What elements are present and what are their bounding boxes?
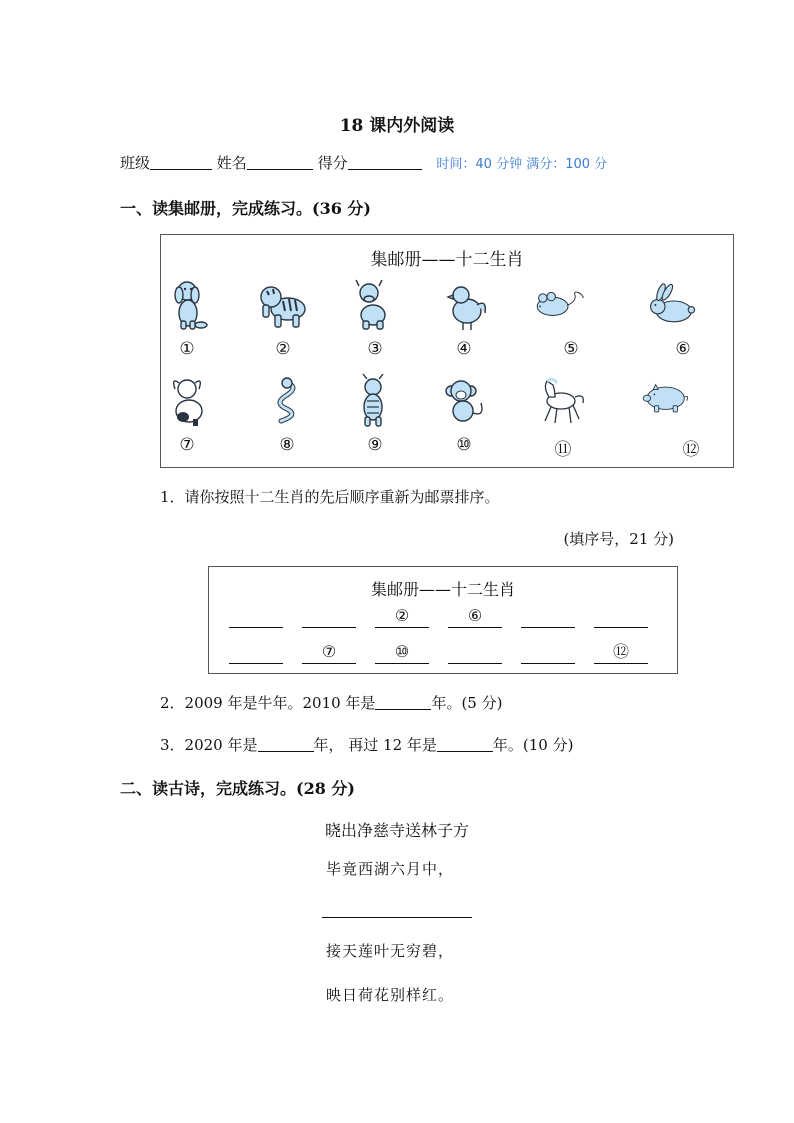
name-label: 姓名 — [216, 154, 247, 172]
question-3 — [160, 734, 573, 755]
stamp-10-monkey-icon — [437, 373, 493, 429]
stamp-11-horse-icon — [531, 373, 587, 429]
answer-slot[interactable] — [448, 641, 502, 664]
answer-box-title: 集邮册——十二生肖 — [370, 580, 515, 599]
question-2-text: 2．2009 年是牛年。2010 年是 — [160, 694, 376, 712]
stamp-number: ③ — [367, 339, 383, 359]
question-3-tail: 年。(10 分) — [492, 736, 574, 754]
answer-slot[interactable]: ② — [375, 605, 429, 628]
page-title: 18 课内外阅读 — [339, 116, 455, 136]
stamp-number: ⑪ — [554, 440, 572, 460]
stamp-number: ⑫ — [682, 440, 700, 460]
stamp-number: ⑩ — [456, 435, 472, 455]
section1-heading: 一、读集邮册，完成练习。(36 分) — [120, 199, 371, 218]
answer-slot[interactable] — [521, 605, 575, 628]
answer-slot[interactable]: ⑫ — [594, 641, 648, 664]
stamp-8-snake-icon — [257, 373, 313, 429]
answer-slot[interactable]: ⑦ — [302, 641, 356, 664]
poem-line-2-blank[interactable] — [322, 916, 472, 918]
answer-slot[interactable]: ⑩ — [375, 641, 429, 664]
stamp-7-goat-icon — [163, 373, 219, 429]
question-1-note: (填序号，21 分) — [563, 530, 674, 548]
stamp-number: ⑤ — [563, 339, 579, 359]
question-2-tail: 年。(5 分) — [431, 694, 503, 712]
answer-slot[interactable] — [229, 641, 283, 664]
stamp-1-dog-icon — [163, 277, 219, 333]
stamp-4-rooster-icon — [439, 277, 495, 333]
answer-slot[interactable] — [229, 605, 283, 628]
answer-slot[interactable] — [521, 641, 575, 664]
score-field[interactable] — [348, 155, 422, 170]
question-1: 1．请你按照十二生肖的先后顺序重新为邮票排序。 — [160, 488, 500, 506]
time-score-info: 时间：40 分钟 满分：100 分 — [436, 157, 608, 172]
stamp-12-pig-icon — [637, 369, 693, 425]
section2-heading: 二、读古诗，完成练习。(28 分) — [120, 779, 355, 798]
stamp-album — [160, 234, 734, 468]
stamp-number: ⑧ — [279, 435, 295, 455]
answer-slot[interactable]: ⑥ — [448, 605, 502, 628]
stamp-number: ④ — [456, 339, 472, 359]
question-3-blank-2[interactable] — [437, 737, 493, 752]
info-line — [120, 152, 607, 173]
poem-title: 晓出净慈寺送林子方 — [324, 821, 469, 840]
stamp-2-tiger-icon — [255, 277, 311, 333]
poem-line-3: 接天莲叶无穷碧， — [326, 942, 455, 960]
class-label: 班级 — [120, 154, 151, 172]
stamp-album-title: 集邮册——十二生肖 — [370, 250, 524, 270]
name-field[interactable] — [247, 155, 313, 170]
question-3-blank-1[interactable] — [258, 737, 314, 752]
poem-line-1: 毕竟西湖六月中， — [326, 860, 455, 878]
stamp-9-dragon-icon — [347, 373, 403, 429]
stamp-5-rat-icon — [533, 277, 589, 333]
answer-slot[interactable] — [302, 605, 356, 628]
question-3-mid: 年， 再过 12 年是 — [313, 736, 437, 754]
stamp-number: ⑥ — [675, 339, 691, 359]
stamp-number: ⑦ — [179, 435, 195, 455]
stamp-6-rabbit-icon — [645, 277, 701, 333]
poem-line-4: 映日荷花别样红。 — [326, 986, 455, 1004]
question-2 — [160, 692, 502, 713]
stamp-3-ox-icon — [347, 277, 403, 333]
class-field[interactable] — [150, 155, 212, 170]
stamp-number: ⑨ — [367, 435, 383, 455]
score-label: 得分 — [317, 154, 348, 172]
stamp-number: ② — [275, 339, 291, 359]
answer-slot[interactable] — [594, 605, 648, 628]
question-3-text: 3．2020 年是 — [160, 736, 258, 754]
question-2-blank[interactable] — [375, 695, 431, 710]
answer-box — [208, 566, 678, 674]
stamp-number: ① — [179, 339, 195, 359]
